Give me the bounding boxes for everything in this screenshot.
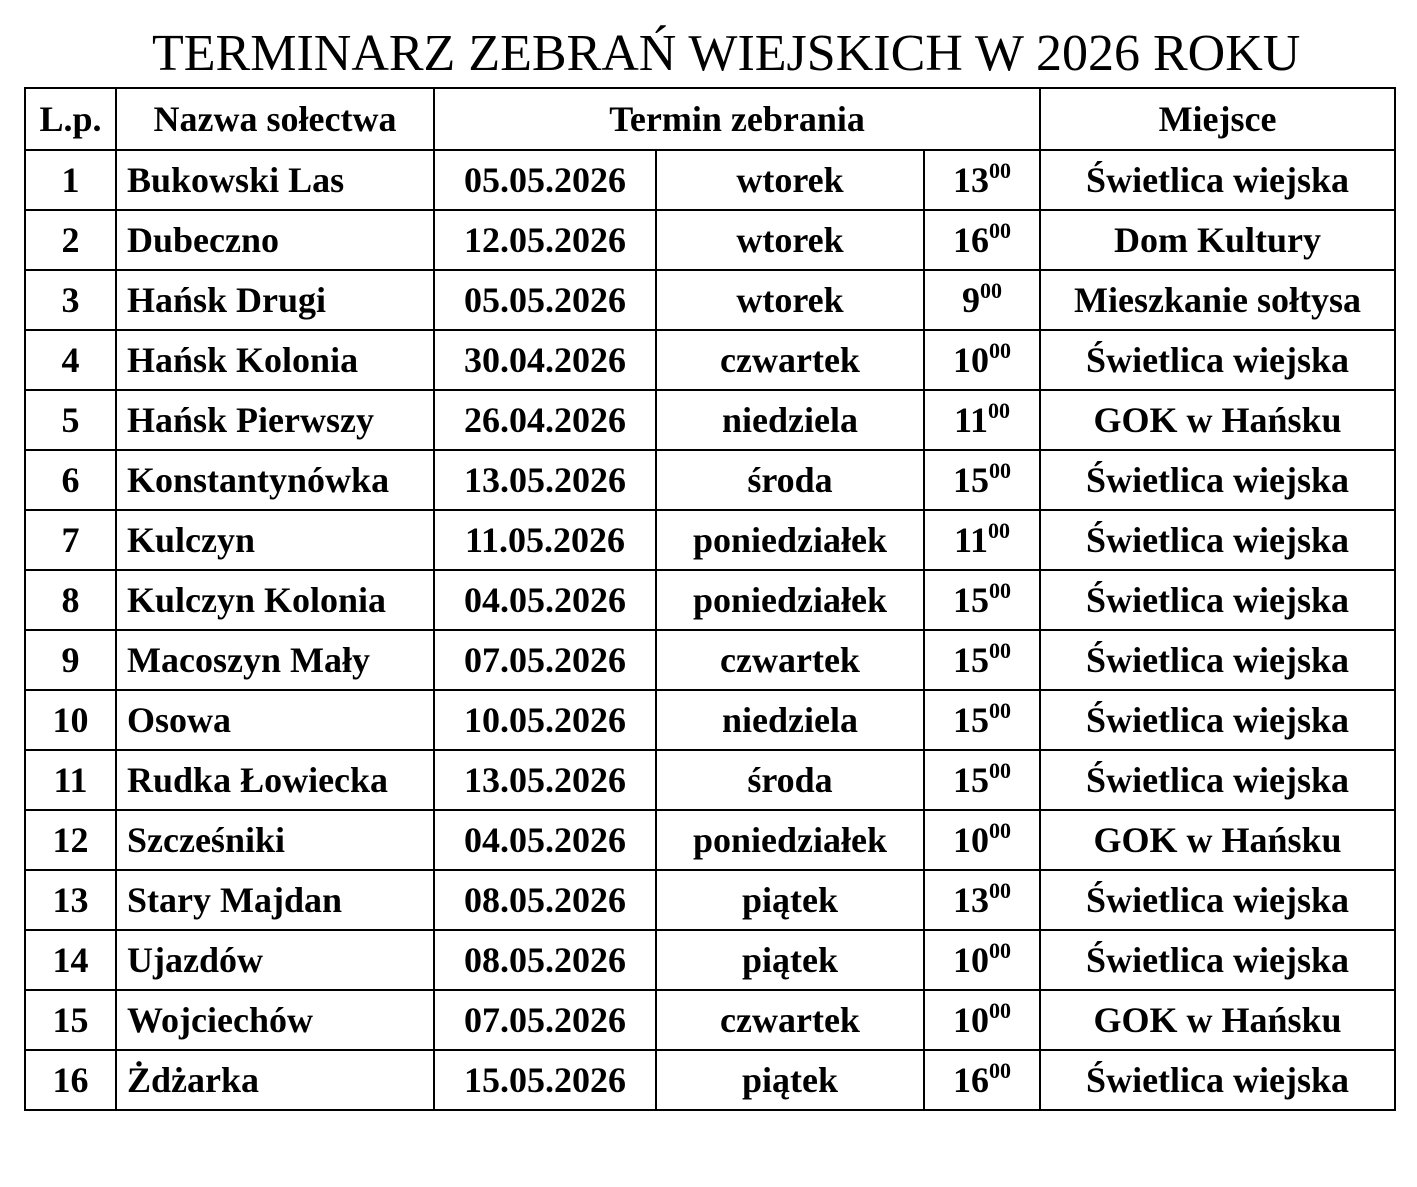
cell-village-name: Żdżarka xyxy=(116,1050,434,1110)
cell-date: 13.05.2026 xyxy=(434,450,656,510)
cell-village-name: Konstantynówka xyxy=(116,450,434,510)
cell-place: Świetlica wiejska xyxy=(1040,570,1395,630)
time-minutes: 00 xyxy=(989,218,1012,243)
cell-time xyxy=(924,630,1040,690)
cell-weekday: czwartek xyxy=(656,330,924,390)
time-hour: 15 xyxy=(953,760,990,800)
cell-lp: 1 xyxy=(25,150,116,210)
time-minutes: 00 xyxy=(989,758,1012,783)
cell-lp: 8 xyxy=(25,570,116,630)
cell-village-name: Hańsk Drugi xyxy=(116,270,434,330)
table-row xyxy=(25,930,1395,990)
time-minutes: 00 xyxy=(989,458,1012,483)
time-minutes: 00 xyxy=(989,638,1012,663)
cell-date: 11.05.2026 xyxy=(434,510,656,570)
cell-lp: 15 xyxy=(25,990,116,1050)
cell-village-name: Macoszyn Mały xyxy=(116,630,434,690)
meetings-table xyxy=(24,87,1396,1111)
cell-date: 05.05.2026 xyxy=(434,270,656,330)
cell-lp: 6 xyxy=(25,450,116,510)
cell-place: Świetlica wiejska xyxy=(1040,930,1395,990)
cell-village-name: Rudka Łowiecka xyxy=(116,750,434,810)
cell-village-name: Wojciechów xyxy=(116,990,434,1050)
table-row xyxy=(25,450,1395,510)
cell-village-name: Bukowski Las xyxy=(116,150,434,210)
cell-lp: 2 xyxy=(25,210,116,270)
table-row xyxy=(25,690,1395,750)
time-minutes: 00 xyxy=(989,998,1012,1023)
cell-date: 13.05.2026 xyxy=(434,750,656,810)
cell-lp: 16 xyxy=(25,1050,116,1110)
header-name: Nazwa sołectwa xyxy=(116,88,434,150)
cell-place: GOK w Hańsku xyxy=(1040,810,1395,870)
table-row xyxy=(25,1050,1395,1110)
cell-weekday: piątek xyxy=(656,1050,924,1110)
cell-weekday: niedziela xyxy=(656,690,924,750)
cell-date: 26.04.2026 xyxy=(434,390,656,450)
cell-time xyxy=(924,150,1040,210)
cell-weekday: piątek xyxy=(656,870,924,930)
table-row xyxy=(25,870,1395,930)
cell-weekday: poniedziałek xyxy=(656,810,924,870)
time-minutes: 00 xyxy=(989,578,1012,603)
cell-time xyxy=(924,690,1040,750)
cell-place: Świetlica wiejska xyxy=(1040,750,1395,810)
time-hour: 10 xyxy=(953,1000,990,1040)
time-minutes: 00 xyxy=(989,938,1012,963)
cell-time xyxy=(924,570,1040,630)
cell-weekday: poniedziałek xyxy=(656,570,924,630)
table-row xyxy=(25,150,1395,210)
cell-village-name: Ujazdów xyxy=(116,930,434,990)
cell-lp: 9 xyxy=(25,630,116,690)
table-row xyxy=(25,270,1395,330)
table-row xyxy=(25,390,1395,450)
cell-lp: 4 xyxy=(25,330,116,390)
cell-weekday: wtorek xyxy=(656,150,924,210)
time-hour: 10 xyxy=(953,820,990,860)
header-row xyxy=(25,88,1395,150)
time-hour: 16 xyxy=(953,1060,990,1100)
cell-date: 07.05.2026 xyxy=(434,630,656,690)
table-row xyxy=(25,750,1395,810)
cell-place: Mieszkanie sołtysa xyxy=(1040,270,1395,330)
cell-date: 05.05.2026 xyxy=(434,150,656,210)
cell-time xyxy=(924,330,1040,390)
cell-time xyxy=(924,870,1040,930)
cell-time xyxy=(924,810,1040,870)
table-row xyxy=(25,510,1395,570)
cell-time xyxy=(924,750,1040,810)
time-hour: 13 xyxy=(953,880,990,920)
cell-time xyxy=(924,270,1040,330)
cell-place: Świetlica wiejska xyxy=(1040,690,1395,750)
cell-lp: 12 xyxy=(25,810,116,870)
cell-place: Świetlica wiejska xyxy=(1040,330,1395,390)
cell-time xyxy=(924,930,1040,990)
cell-time xyxy=(924,990,1040,1050)
table-row xyxy=(25,810,1395,870)
cell-place: GOK w Hańsku xyxy=(1040,990,1395,1050)
time-hour: 11 xyxy=(954,520,989,560)
cell-place: Świetlica wiejska xyxy=(1040,1050,1395,1110)
time-hour: 15 xyxy=(953,700,990,740)
time-minutes: 00 xyxy=(989,878,1012,903)
time-minutes: 00 xyxy=(989,818,1012,843)
time-minutes: 00 xyxy=(988,398,1011,423)
table-row xyxy=(25,210,1395,270)
time-hour: 11 xyxy=(954,400,989,440)
cell-weekday: czwartek xyxy=(656,990,924,1050)
table-row xyxy=(25,570,1395,630)
cell-weekday: czwartek xyxy=(656,630,924,690)
cell-village-name: Stary Majdan xyxy=(116,870,434,930)
document-title: TERMINARZ ZEBRAŃ WIEJSKICH W 2026 ROKU xyxy=(152,25,1301,82)
cell-place: Świetlica wiejska xyxy=(1040,870,1395,930)
cell-date: 08.05.2026 xyxy=(434,870,656,930)
cell-place: Świetlica wiejska xyxy=(1040,450,1395,510)
cell-village-name: Hańsk Kolonia xyxy=(116,330,434,390)
time-minutes: 00 xyxy=(989,1058,1012,1083)
cell-village-name: Kulczyn Kolonia xyxy=(116,570,434,630)
cell-village-name: Dubeczno xyxy=(116,210,434,270)
time-hour: 13 xyxy=(953,160,990,200)
time-minutes: 00 xyxy=(980,278,1003,303)
time-minutes: 00 xyxy=(989,158,1012,183)
cell-village-name: Szcześniki xyxy=(116,810,434,870)
cell-lp: 5 xyxy=(25,390,116,450)
time-hour: 16 xyxy=(953,220,990,260)
time-hour: 10 xyxy=(953,340,990,380)
cell-date: 30.04.2026 xyxy=(434,330,656,390)
cell-weekday: środa xyxy=(656,750,924,810)
cell-date: 15.05.2026 xyxy=(434,1050,656,1110)
table-row xyxy=(25,330,1395,390)
cell-time xyxy=(924,1050,1040,1110)
table-row xyxy=(25,630,1395,690)
cell-place: Świetlica wiejska xyxy=(1040,630,1395,690)
cell-village-name: Osowa xyxy=(116,690,434,750)
header-lp: L.p. xyxy=(25,88,116,150)
cell-time xyxy=(924,450,1040,510)
cell-lp: 3 xyxy=(25,270,116,330)
time-hour: 15 xyxy=(953,580,990,620)
cell-lp: 10 xyxy=(25,690,116,750)
cell-weekday: środa xyxy=(656,450,924,510)
table-row xyxy=(25,990,1395,1050)
time-minutes: 00 xyxy=(988,518,1011,543)
header-term: Termin zebrania xyxy=(434,88,1040,150)
cell-date: 04.05.2026 xyxy=(434,570,656,630)
cell-weekday: piątek xyxy=(656,930,924,990)
cell-lp: 7 xyxy=(25,510,116,570)
cell-weekday: niedziela xyxy=(656,390,924,450)
cell-weekday: wtorek xyxy=(656,210,924,270)
time-hour: 15 xyxy=(953,640,990,680)
cell-weekday: poniedziałek xyxy=(656,510,924,570)
cell-date: 10.05.2026 xyxy=(434,690,656,750)
cell-time xyxy=(924,210,1040,270)
cell-date: 08.05.2026 xyxy=(434,930,656,990)
cell-date: 04.05.2026 xyxy=(434,810,656,870)
cell-village-name: Hańsk Pierwszy xyxy=(116,390,434,450)
cell-place: Dom Kultury xyxy=(1040,210,1395,270)
cell-lp: 11 xyxy=(25,750,116,810)
cell-date: 12.05.2026 xyxy=(434,210,656,270)
cell-date: 07.05.2026 xyxy=(434,990,656,1050)
cell-place: Świetlica wiejska xyxy=(1040,150,1395,210)
header-place: Miejsce xyxy=(1040,88,1395,150)
cell-time xyxy=(924,510,1040,570)
cell-time xyxy=(924,390,1040,450)
cell-place: Świetlica wiejska xyxy=(1040,510,1395,570)
time-hour: 9 xyxy=(962,280,981,320)
cell-weekday: wtorek xyxy=(656,270,924,330)
time-hour: 10 xyxy=(953,940,990,980)
time-minutes: 00 xyxy=(989,338,1012,363)
cell-lp: 14 xyxy=(25,930,116,990)
cell-lp: 13 xyxy=(25,870,116,930)
cell-village-name: Kulczyn xyxy=(116,510,434,570)
cell-place: GOK w Hańsku xyxy=(1040,390,1395,450)
time-minutes: 00 xyxy=(989,698,1012,723)
time-hour: 15 xyxy=(953,460,990,500)
